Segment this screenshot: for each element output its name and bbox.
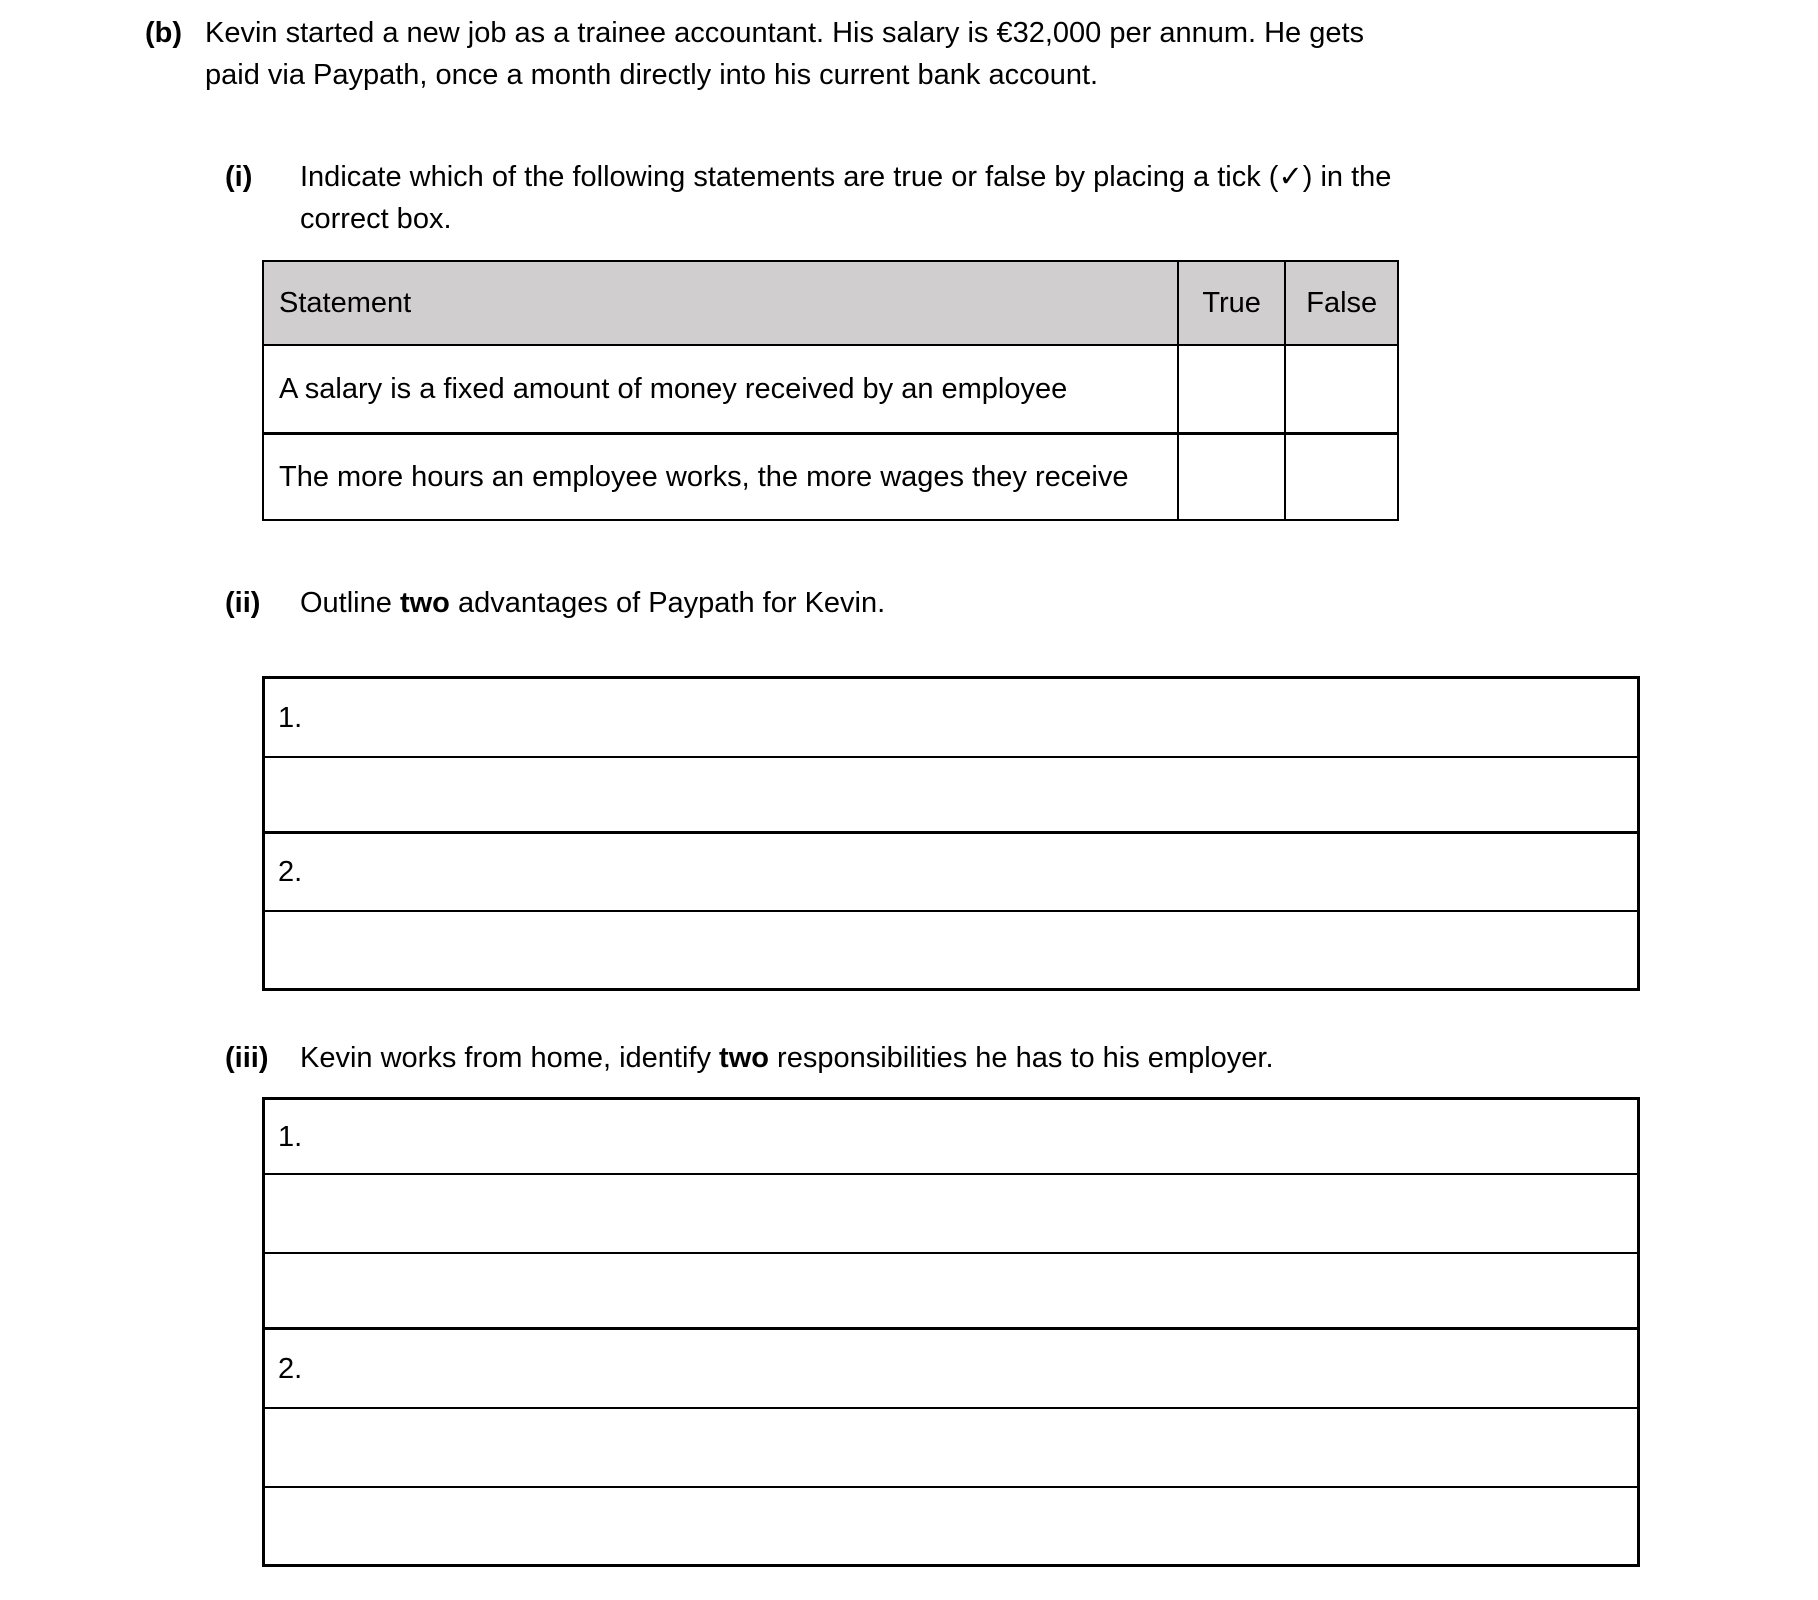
part-ii-question-text <box>300 582 1620 624</box>
answer-iii-2-blank-line-2[interactable] <box>265 1488 1637 1564</box>
part-iii-text-bold-word: two <box>719 1042 769 1074</box>
part-ii-label: (ii) <box>225 587 261 619</box>
answer-item-label: 2. <box>278 1352 303 1385</box>
part-ii-answer-box <box>262 676 1640 991</box>
part-b-intro-line1: Kevin started a new job as a trainee accountant. His salary is €32,000 per annum. He gets <box>205 17 1365 49</box>
statement-cell <box>264 435 1177 519</box>
answer-item-label: 2. <box>278 856 303 888</box>
part-iii-question-text <box>300 1037 1620 1079</box>
answer-ii-2-label-row[interactable] <box>265 833 1637 912</box>
answer-iii-2-blank-line[interactable] <box>265 1409 1637 1488</box>
answer-iii-1-label-row[interactable] <box>265 1100 1637 1175</box>
part-ii-text-bold-word: two <box>399 587 450 619</box>
part-ii-text-prefix: Outline <box>300 587 400 619</box>
part-iii-label: (iii) <box>225 1042 269 1074</box>
part-ii-text-suffix: advantages of Paypath for Kevin. <box>449 587 886 619</box>
part-b-intro-line2: paid via Paypath, once a month directly into his current bank account. <box>205 59 1099 91</box>
answer-ii-1-label-row[interactable] <box>265 679 1637 758</box>
answer-ii-1-blank-line[interactable] <box>265 758 1637 833</box>
true-header-label: True <box>1202 287 1261 319</box>
answer-item-label: 1. <box>278 1120 303 1153</box>
part-i-question-line1: Indicate which of the following statements are true or false by placing a tick (✓) in the <box>300 161 1392 193</box>
answer-iii-1-blank-line-2[interactable] <box>265 1254 1637 1329</box>
table-row-wages-statement <box>264 435 1397 519</box>
part-i-question-text <box>300 156 1660 240</box>
answer-iii-2-label-row[interactable] <box>265 1329 1637 1409</box>
answer-item-label: 1. <box>278 701 303 734</box>
true-false-table <box>262 260 1399 521</box>
false-header-cell <box>1284 262 1397 344</box>
true-header-cell <box>1177 262 1285 344</box>
part-i-label: (i) <box>225 161 253 193</box>
table-header-row <box>264 262 1397 346</box>
false-tick-cell-row1[interactable] <box>1284 346 1397 432</box>
part-i-question-line2: correct box. <box>300 203 452 235</box>
answer-ii-2-blank-line[interactable] <box>265 912 1637 988</box>
true-tick-cell-row1[interactable] <box>1177 346 1285 432</box>
statement-header-cell <box>264 262 1177 344</box>
part-b-label: (b) <box>145 17 183 49</box>
part-iii-text-prefix: Kevin works from home, identify <box>300 1042 720 1074</box>
statement-text: The more hours an employee works, the more wages they receive <box>279 461 1129 493</box>
true-tick-cell-row2[interactable] <box>1177 435 1285 519</box>
part-iii-text-suffix: responsibilities he has to his employer. <box>768 1042 1274 1074</box>
statement-header-label: Statement <box>279 287 412 319</box>
part-iii-answer-box <box>262 1097 1640 1567</box>
false-tick-cell-row2[interactable] <box>1284 435 1397 519</box>
answer-iii-1-blank-line[interactable] <box>265 1175 1637 1254</box>
part-b-intro-paragraph <box>205 12 1625 96</box>
statement-cell <box>264 346 1177 432</box>
statement-text: A salary is a fixed amount of money received by an employee <box>279 373 1068 405</box>
table-row-salary-statement <box>264 346 1397 435</box>
false-header-label: False <box>1306 287 1378 319</box>
